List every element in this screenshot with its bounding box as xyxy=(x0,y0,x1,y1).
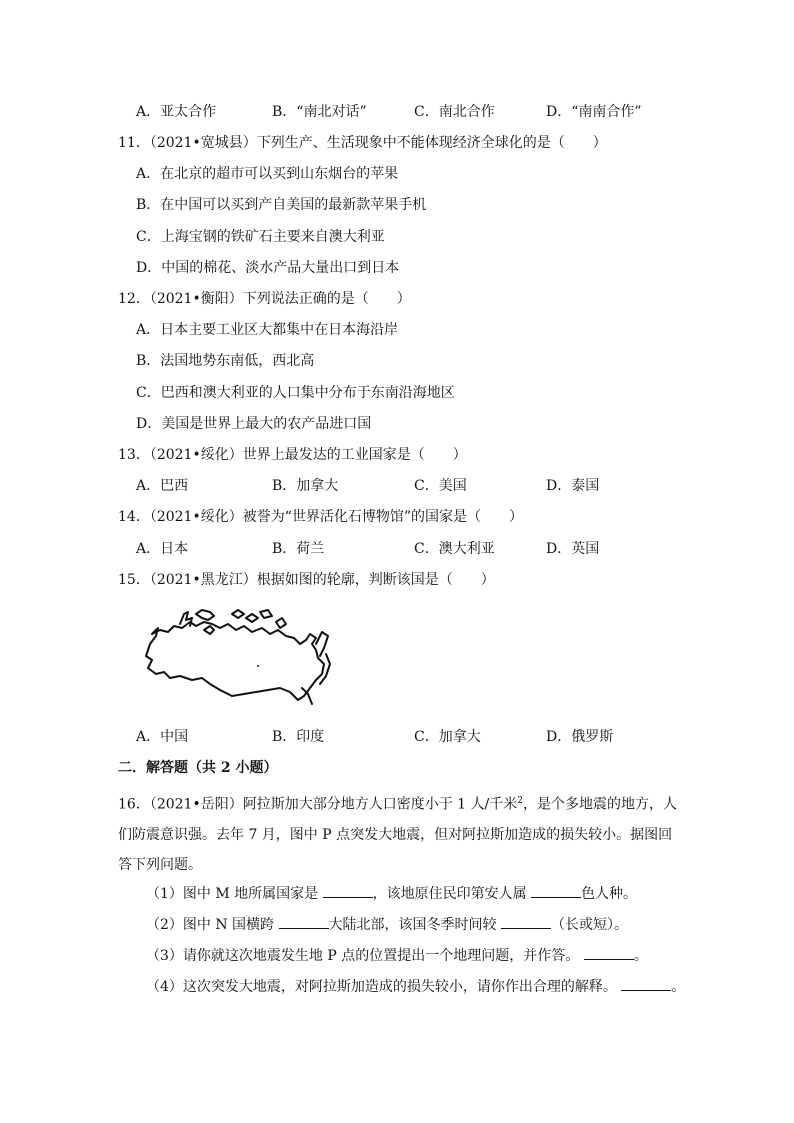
q13-option-d: D．泰国 xyxy=(546,478,600,494)
q14-option-c: C．澳大利亚 xyxy=(414,541,495,557)
q13-option-c: C．美国 xyxy=(414,478,467,494)
q15-option-b: B．印度 xyxy=(272,729,325,745)
q16-stem-part-b: ，是个多地震的地方，人们防震意识强。去年 7 月，图中 P 点突发大地震，但对阿拉斯加造成的损失较小。据图回答下列问题。 xyxy=(118,796,677,873)
q16-sub1-text-a: （1）图中 M 地所属国家是 xyxy=(146,886,319,902)
q12-option-a: A．日本主要工业区大都集中在日本海沿岸 xyxy=(136,322,399,338)
answer-blank[interactable] xyxy=(323,883,373,898)
q16-sub3-text-a: （3）请你就这次地震发生地 P 点的位置提出一个地理问题，并作答。 xyxy=(146,948,580,964)
q16-stem-part-a: 16．（2021•岳阳）阿拉斯加大部分地方人口密度小于 1 人/千米 xyxy=(118,796,518,813)
q10-option-d: D．“南南合作” xyxy=(546,104,642,120)
q16-sub4-text-b: 。 xyxy=(671,979,686,995)
q16-sub1-text-c: 色人种。 xyxy=(581,886,638,902)
answer-blank[interactable] xyxy=(584,945,634,960)
q15-option-d: D．俄罗斯 xyxy=(546,729,614,745)
q13-option-a: A．巴西 xyxy=(136,478,189,494)
answer-blank[interactable] xyxy=(501,914,551,929)
q16-sub-4 xyxy=(146,976,685,997)
q15-option-a: A．中国 xyxy=(136,729,189,745)
q14-stem: 14．（2021•绥化）被誉为“世界活化石博物馆”的国家是（ ） xyxy=(118,509,524,525)
q16-sub2-text-b: 大陆北部，该国冬季时间较 xyxy=(328,917,497,933)
q12-option-b: B．法国地势东南低，西北高 xyxy=(136,353,315,369)
q13-option-b: B．加拿大 xyxy=(272,478,339,494)
q11-option-b: B．在中国可以买到产自美国的最新款苹果手机 xyxy=(136,197,427,213)
q11-option-c: C．上海宝钢的铁矿石主要来自澳大利亚 xyxy=(136,229,385,245)
answer-blank[interactable] xyxy=(621,976,671,991)
q15-option-c: C．加拿大 xyxy=(414,729,481,745)
q10-option-c: C．南北合作 xyxy=(414,104,495,120)
q15-stem: 15．（2021•黑龙江）根据如图的轮廓，判断该国是（ ） xyxy=(118,572,495,588)
q16-sub-3 xyxy=(146,945,648,966)
q16-stem-superscript: 2 xyxy=(517,796,523,806)
q11-option-a: A．在北京的超市可以买到山东烟台的苹果 xyxy=(136,166,399,182)
answer-blank[interactable] xyxy=(279,914,329,929)
answer-blank[interactable] xyxy=(531,883,581,898)
q16-sub1-text-b: ，该地原住民印第安人属 xyxy=(372,886,527,902)
q10-option-b: B．“南北对话” xyxy=(272,104,367,120)
q12-option-d: D．美国是世界上最大的农产品进口国 xyxy=(136,416,372,432)
russia-outline-map xyxy=(140,604,336,708)
q10-option-a: A．亚太合作 xyxy=(136,104,217,120)
q12-option-c: C．巴西和澳大利亚的人口集中分布于东南沿海地区 xyxy=(136,385,455,401)
q16-stem xyxy=(118,786,678,880)
q16-sub2-text-a: （2）图中 N 国横跨 xyxy=(146,917,275,933)
q16-sub-1 xyxy=(146,883,637,904)
q11-option-d: D．中国的棉花、淡水产品大量出口到日本 xyxy=(136,260,400,276)
q16-sub2-text-c: （长或短）。 xyxy=(550,917,628,933)
q13-stem: 13．（2021•绥化）世界上最发达的工业国家是（ ） xyxy=(118,447,467,463)
q16-sub-2 xyxy=(146,914,628,935)
q11-stem: 11．（2021•宽城县）下列生产、生活现象中不能体现经济全球化的是（ ） xyxy=(118,135,607,151)
q12-stem: 12．（2021•衡阳）下列说法正确的是（ ） xyxy=(118,291,411,307)
q16-sub4-text-a: （4）这次突发大地震，对阿拉斯加造成的损失较小，请你作出合理的解释。 xyxy=(146,979,617,995)
q14-option-b: B．荷兰 xyxy=(272,541,325,557)
q14-option-a: A．日本 xyxy=(136,541,189,557)
section-heading: 二．解答题（共 2 小题） xyxy=(118,760,278,776)
q16-sub3-text-b: 。 xyxy=(633,948,648,964)
q14-option-d: D．英国 xyxy=(546,541,600,557)
